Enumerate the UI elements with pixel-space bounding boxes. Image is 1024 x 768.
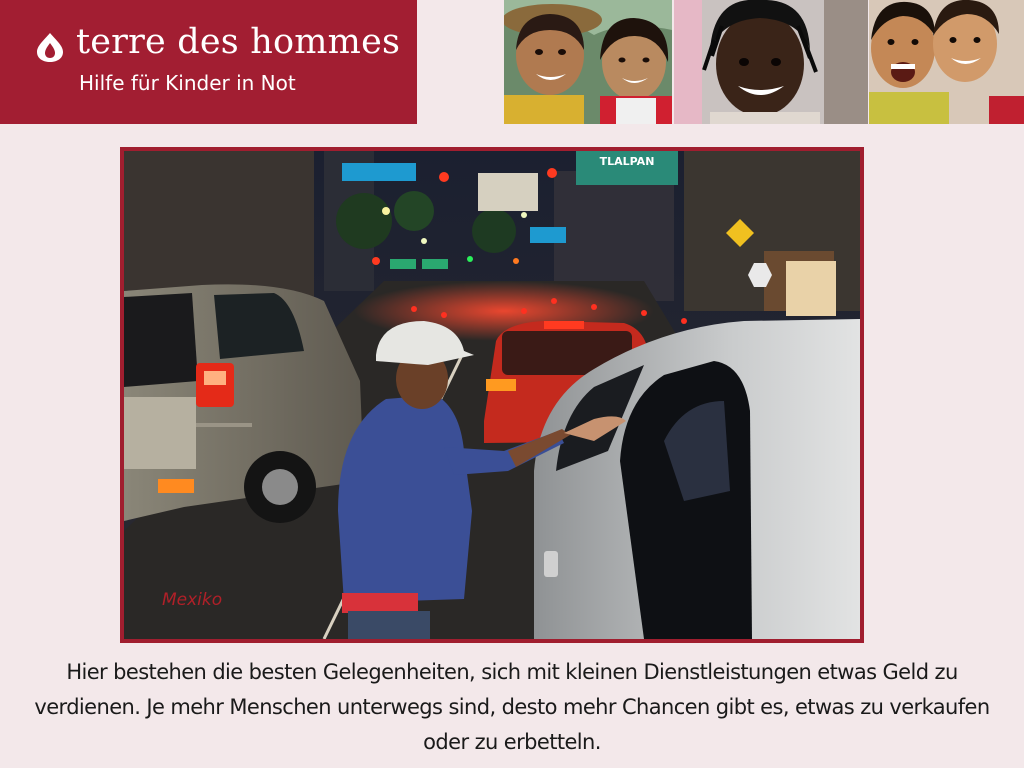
logo-banner (0, 0, 417, 124)
caption-text: Hier bestehen die besten Gelegenheiten, sich mit kleinen Dienstleistungen etwas Geld zu verdienen. Je mehr Menschen unterwegs sind, desto mehr Chancen gibt es, etwas zu verkaufen oder zu erbetteln. (34, 660, 990, 754)
logo-subtitle: Hilfe für Kinder in Not (79, 71, 296, 95)
children-photo-2 (674, 0, 868, 124)
street-sign-text: TLALPAN (599, 155, 655, 168)
logo-title: terre des hommes (76, 22, 401, 62)
children-photo-3 (869, 0, 1024, 124)
children-photo-1 (504, 0, 672, 124)
drop-logo-icon (34, 31, 66, 63)
main-photo-frame (120, 147, 864, 643)
street-scene-photo (124, 151, 860, 639)
location-label: Mexiko (162, 590, 223, 610)
